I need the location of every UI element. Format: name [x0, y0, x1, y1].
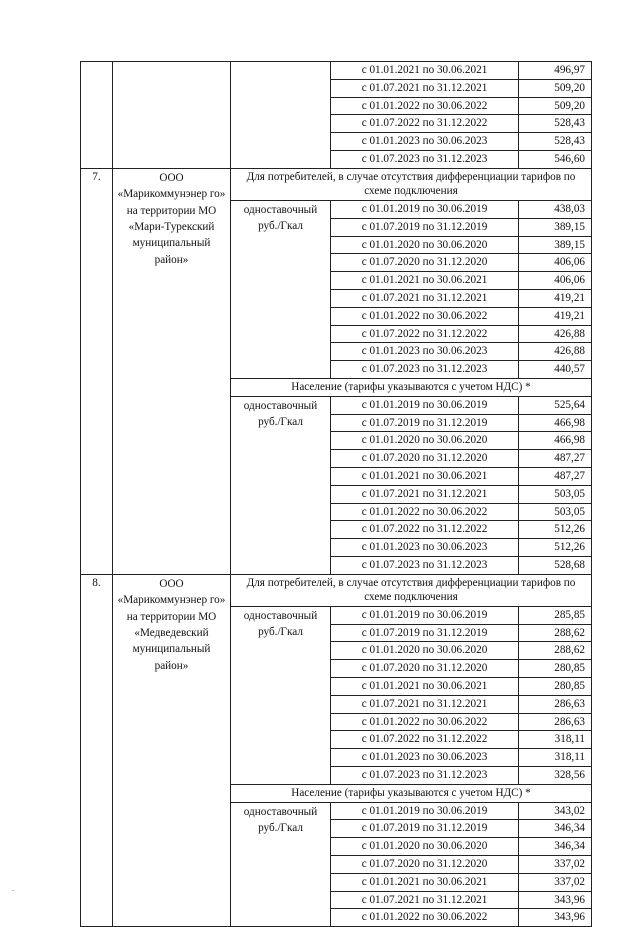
tariff-value-cell: 337,02	[519, 856, 592, 874]
row-number-cell	[81, 62, 113, 169]
period-cell: с 01.01.2020 по 30.06.2020	[331, 838, 519, 856]
period-cell: с 01.01.2021 по 30.06.2021	[331, 62, 519, 80]
period-cell: с 01.01.2023 по 30.06.2023	[331, 749, 519, 767]
period-cell: с 01.01.2023 по 30.06.2023	[331, 133, 519, 151]
period-cell: с 01.07.2019 по 31.12.2019	[331, 624, 519, 642]
tariff-value-cell: 343,02	[519, 802, 592, 820]
period-cell: с 01.07.2019 по 31.12.2019	[331, 820, 519, 838]
tariff-value-cell: 288,62	[519, 642, 592, 660]
period-cell: с 01.07.2022 по 31.12.2022	[331, 325, 519, 343]
population-header: Население (тарифы указываются с учетом НДС) *	[231, 784, 592, 802]
period-cell: с 01.01.2022 по 30.06.2022	[331, 503, 519, 521]
tariff-value-cell: 406,06	[519, 272, 592, 290]
tariff-value-cell: 438,03	[519, 200, 592, 218]
tariff-value-cell: 466,98	[519, 414, 592, 432]
tariff-value-cell: 343,96	[519, 909, 592, 927]
period-cell: с 01.01.2021 по 30.06.2021	[331, 272, 519, 290]
period-cell: с 01.07.2021 по 31.12.2021	[331, 695, 519, 713]
tariff-value-cell: 346,34	[519, 838, 592, 856]
period-cell: с 01.07.2020 по 31.12.2020	[331, 856, 519, 874]
tariff-value-cell: 419,21	[519, 307, 592, 325]
row-number-cell: 7.	[81, 168, 113, 574]
tariff-type-cell: одноставочный руб./Гкал	[231, 802, 331, 927]
period-cell: с 01.07.2023 по 31.12.2023	[331, 556, 519, 574]
period-cell: с 01.01.2022 по 30.06.2022	[331, 909, 519, 927]
period-cell: с 01.07.2020 по 31.12.2020	[331, 660, 519, 678]
tariff-document	[80, 61, 591, 927]
period-cell: с 01.07.2021 по 31.12.2021	[331, 891, 519, 909]
tariff-value-cell: 528,43	[519, 115, 592, 133]
period-cell: с 01.07.2023 по 31.12.2023	[331, 767, 519, 785]
tariff-value-cell: 286,63	[519, 695, 592, 713]
population-header: Население (тарифы указываются с учетом НДС) *	[231, 378, 592, 396]
period-cell: с 01.07.2023 по 31.12.2023	[331, 361, 519, 379]
period-cell: с 01.01.2022 по 30.06.2022	[331, 713, 519, 731]
period-cell: с 01.01.2023 по 30.06.2023	[331, 343, 519, 361]
period-cell: с 01.07.2019 по 31.12.2019	[331, 218, 519, 236]
tariff-value-cell: 280,85	[519, 660, 592, 678]
table-row	[81, 574, 592, 606]
tariff-type-cell: одноставочный руб./Гкал	[231, 606, 331, 784]
period-cell: с 01.07.2021 по 31.12.2021	[331, 485, 519, 503]
tariff-value-cell: 487,27	[519, 467, 592, 485]
organization-cell	[113, 62, 231, 169]
period-cell: с 01.01.2019 по 30.06.2019	[331, 200, 519, 218]
tariff-value-cell: 496,97	[519, 62, 592, 80]
tariff-value-cell: 419,21	[519, 289, 592, 307]
organization-name-cell: ООО «Марикоммунэнер го» на территории МО «Медведевский муниципальный район»	[113, 574, 231, 927]
tariff-value-cell: 288,62	[519, 624, 592, 642]
tariff-value-cell: 328,56	[519, 767, 592, 785]
tariff-value-cell: 426,88	[519, 325, 592, 343]
tariff-value-cell: 337,02	[519, 873, 592, 891]
table-row	[81, 62, 592, 80]
tariff-value-cell: 285,85	[519, 606, 592, 624]
tariff-value-cell: 528,68	[519, 556, 592, 574]
tariff-value-cell: 346,34	[519, 820, 592, 838]
tariff-value-cell: 503,05	[519, 503, 592, 521]
period-cell: с 01.01.2020 по 30.06.2020	[331, 642, 519, 660]
tariff-value-cell: 318,11	[519, 749, 592, 767]
tariff-value-cell: 280,85	[519, 678, 592, 696]
consumers-header: Для потребителей, в случае отсутствия дифференциации тарифов по схеме подключения	[231, 574, 592, 606]
period-cell: с 01.01.2021 по 30.06.2021	[331, 467, 519, 485]
period-cell: с 01.07.2022 по 31.12.2022	[331, 521, 519, 539]
tariff-value-cell: 528,43	[519, 133, 592, 151]
tariff-value-cell: 343,96	[519, 891, 592, 909]
period-cell: с 01.01.2021 по 30.06.2021	[331, 678, 519, 696]
period-cell: с 01.01.2020 по 30.06.2020	[331, 236, 519, 254]
period-cell: с 01.07.2022 по 31.12.2022	[331, 115, 519, 133]
tariff-value-cell: 406,06	[519, 254, 592, 272]
period-cell: с 01.01.2019 по 30.06.2019	[331, 802, 519, 820]
tariff-value-cell: 546,60	[519, 150, 592, 168]
period-cell: с 01.07.2019 по 31.12.2019	[331, 414, 519, 432]
consumers-header: Для потребителей, в случае отсутствия дифференциации тарифов по схеме подключения	[231, 168, 592, 200]
tariff-value-cell: 466,98	[519, 432, 592, 450]
period-cell: с 01.07.2022 по 31.12.2022	[331, 731, 519, 749]
period-cell: с 01.01.2022 по 30.06.2022	[331, 97, 519, 115]
tariff-value-cell: 426,88	[519, 343, 592, 361]
period-cell: с 01.01.2023 по 30.06.2023	[331, 539, 519, 557]
tariff-table-body	[81, 62, 592, 927]
tariff-value-cell: 509,20	[519, 97, 592, 115]
tariff-value-cell: 512,26	[519, 539, 592, 557]
period-cell: с 01.01.2019 по 30.06.2019	[331, 606, 519, 624]
tariff-type-cell: одноставочный руб./Гкал	[231, 200, 331, 378]
period-cell: с 01.01.2021 по 30.06.2021	[331, 873, 519, 891]
tariff-value-cell: 487,27	[519, 450, 592, 468]
tariff-value-cell: 503,05	[519, 485, 592, 503]
period-cell: с 01.01.2019 по 30.06.2019	[331, 396, 519, 414]
tariff-value-cell: 389,15	[519, 236, 592, 254]
tariff-value-cell: 440,57	[519, 361, 592, 379]
row-number-cell: 8.	[81, 574, 113, 927]
tariff-value-cell: 509,20	[519, 79, 592, 97]
tariff-type-cell	[231, 62, 331, 169]
tariff-value-cell: 525,64	[519, 396, 592, 414]
tariff-type-cell: одноставочный руб./Гкал	[231, 396, 331, 574]
organization-name-cell: ООО «Марикоммунэнер го» на территории МО «Мари-Турекский муниципальный район»	[113, 168, 231, 574]
tariff-value-cell: 286,63	[519, 713, 592, 731]
period-cell: с 01.07.2020 по 31.12.2020	[331, 254, 519, 272]
tariff-value-cell: 318,11	[519, 731, 592, 749]
period-cell: с 01.07.2021 по 31.12.2021	[331, 79, 519, 97]
tariff-table	[80, 61, 592, 927]
table-row	[81, 168, 592, 200]
tariff-value-cell: 512,26	[519, 521, 592, 539]
period-cell: с 01.07.2020 по 31.12.2020	[331, 450, 519, 468]
footer-mark: .	[12, 884, 14, 893]
period-cell: с 01.01.2020 по 30.06.2020	[331, 432, 519, 450]
period-cell: с 01.07.2021 по 31.12.2021	[331, 289, 519, 307]
tariff-value-cell: 389,15	[519, 218, 592, 236]
period-cell: с 01.07.2023 по 31.12.2023	[331, 150, 519, 168]
period-cell: с 01.01.2022 по 30.06.2022	[331, 307, 519, 325]
